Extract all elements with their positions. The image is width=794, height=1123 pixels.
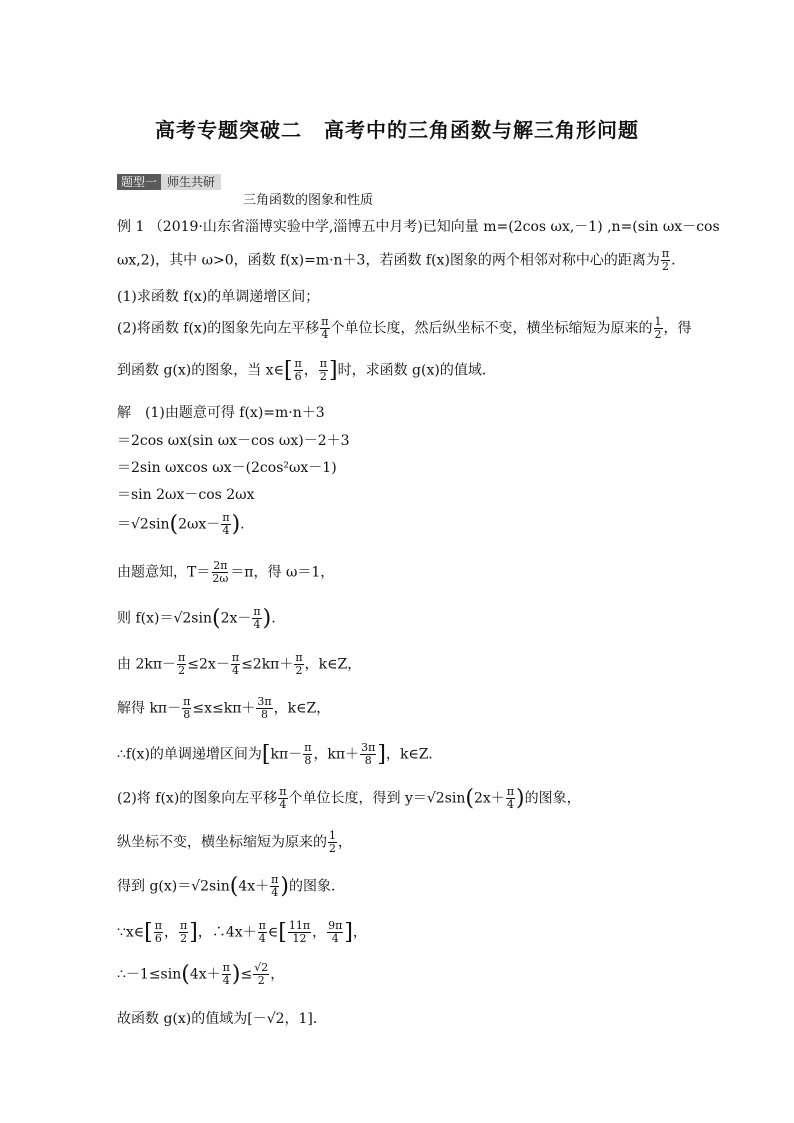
fraction — [506, 786, 515, 811]
text: ∈ — [267, 924, 279, 941]
text: ∵x∈ — [117, 924, 145, 941]
text: 的图象， — [524, 790, 581, 807]
denominator: 8 — [183, 708, 191, 721]
denominator: 8 — [304, 754, 312, 767]
fraction — [177, 652, 186, 677]
text: . — [671, 252, 676, 269]
solution-line-3: ＝2sin ωxcos ωx－(2cos²ωx－1) — [117, 460, 337, 476]
numerator: 9π — [328, 919, 343, 932]
text: 个单位长度，然后纵坐标不变，横坐标缩短为原来的 — [330, 320, 653, 337]
denominator: 4 — [506, 798, 514, 811]
text: ，k∈Z， — [273, 700, 331, 717]
solution-line-1: 解 (1)由题意可得 f(x)=m·n＋3 — [117, 405, 325, 421]
denominator: 4 — [331, 932, 339, 945]
text: ，∴4x＋ — [197, 924, 257, 941]
solution-line-10 — [117, 742, 433, 767]
text: 纵坐标不变，横坐标缩短为原来的 — [117, 834, 327, 851]
denominator: 12 — [292, 932, 307, 945]
text: ， — [270, 966, 285, 983]
denominator: 2 — [180, 932, 188, 945]
bracket: [ — [261, 742, 271, 767]
fraction — [319, 358, 328, 383]
paren: ) — [262, 606, 272, 631]
solution-line-11 — [117, 786, 581, 811]
numerator: 1 — [654, 315, 662, 328]
text: kπ－ — [270, 746, 303, 763]
text: 得到 g(x)＝√2sin — [117, 878, 230, 895]
text: ， — [312, 924, 327, 941]
fraction — [320, 316, 329, 341]
numerator: π — [321, 315, 329, 328]
text: (2)将函数 f(x)的图象先向左平移 — [117, 320, 320, 337]
numerator: π — [258, 919, 266, 932]
text: ，k∈Z. — [385, 746, 433, 763]
fraction — [154, 920, 163, 945]
numerator: π — [154, 919, 162, 932]
bracket: ] — [344, 920, 353, 945]
fraction — [327, 920, 343, 945]
text: ∴－1≤sin — [117, 966, 182, 983]
solution-line-7: 则 f(x)＝√2sin(2x－ $\frac{\pi}{4}$ ). — [117, 605, 276, 631]
fraction — [294, 358, 303, 383]
numerator: π — [294, 357, 302, 370]
text: 时，求函数 g(x)的值域． — [337, 362, 496, 379]
numerator: π — [180, 919, 188, 932]
fraction — [328, 830, 337, 855]
numerator: π — [231, 651, 240, 664]
bracket: [ — [283, 358, 293, 383]
fraction — [303, 742, 312, 767]
paren: ) — [231, 512, 241, 537]
denominator: 2 — [257, 974, 265, 987]
text: (2)将 f(x)的图象向左平移 — [117, 790, 278, 807]
text: ， — [338, 834, 352, 851]
fraction — [182, 696, 191, 721]
bracket: ] — [329, 358, 338, 383]
numerator: π — [178, 651, 186, 664]
fraction — [288, 920, 311, 945]
title-part2: 高考中的三角函数与解三角形问题 — [324, 118, 639, 142]
text: ≤ — [240, 966, 253, 983]
numerator: √2 — [254, 961, 269, 974]
section-subtitle: 三角函数的图象和性质 — [243, 193, 374, 208]
fraction — [222, 962, 231, 987]
question-type-tag — [117, 174, 221, 190]
numerator: π — [253, 605, 261, 618]
text: 2x－ — [220, 610, 252, 627]
text: 2x＋ — [474, 790, 505, 807]
numerator: π — [304, 741, 312, 754]
fraction — [253, 962, 269, 987]
solution-line-9 — [117, 696, 330, 721]
text: 由 2kπ－ — [117, 656, 177, 673]
numerator: 3π — [257, 695, 272, 708]
solution-line-15 — [117, 962, 284, 987]
denominator: 8 — [261, 708, 269, 721]
fraction — [231, 652, 240, 677]
paren: ( — [465, 786, 474, 811]
numerator: 2π — [213, 559, 228, 572]
fraction — [258, 920, 267, 945]
solution-line-2: ＝2cos ωx(sin ωx－cos ωx)－2＋3 — [117, 433, 350, 449]
denominator: 4 — [321, 328, 329, 341]
numerator: π — [279, 785, 287, 798]
text: 解得 kπ－ — [117, 700, 182, 717]
paren: ( — [181, 962, 190, 987]
bracket: [ — [144, 920, 153, 945]
numerator: 1 — [329, 829, 336, 842]
fraction — [221, 512, 230, 537]
bracket: ] — [189, 920, 198, 945]
numerator: π — [319, 357, 328, 370]
title-part1: 高考专题突破二 — [155, 118, 302, 142]
denominator: 2 — [295, 664, 303, 677]
paren: ) — [516, 786, 525, 811]
text: ≤x≤kπ＋ — [192, 700, 256, 717]
question-1: (1)求函数 f(x)的单调递增区间； — [117, 289, 320, 305]
solution-line-8 — [117, 652, 361, 677]
numerator: π — [183, 695, 191, 708]
text: ≤2kπ＋ — [241, 656, 294, 673]
fraction — [256, 696, 272, 721]
denominator: 2 — [654, 328, 662, 341]
denominator: 8 — [364, 754, 372, 767]
fraction — [270, 874, 279, 899]
paren: ( — [211, 606, 221, 631]
text: 由题意知，T＝ — [117, 564, 211, 581]
fraction — [294, 652, 303, 677]
page-title — [0, 114, 794, 143]
text: ， — [164, 924, 178, 941]
text: ，kπ＋ — [313, 746, 360, 763]
text: 个单位长度，得到 y＝√2sin — [288, 790, 466, 807]
fraction — [179, 920, 188, 945]
paren: ( — [229, 874, 239, 899]
text: ＝√2sin — [117, 516, 170, 533]
denominator: 4 — [271, 886, 279, 899]
paren: ) — [231, 962, 241, 987]
text: ∴f(x)的单调递增区间为 — [117, 746, 262, 763]
bracket: [ — [278, 920, 287, 945]
text: ωx,2)，其中 ω>0，函数 f(x)=m·n＋3，若函数 f(x)图象的两个相邻对称中心的距离为 — [117, 252, 660, 269]
text: 则 f(x)＝√2sin — [117, 610, 212, 627]
denominator: 4 — [222, 974, 230, 987]
question-2-line-1 — [117, 316, 692, 341]
denominator: 4 — [279, 798, 287, 811]
solution-line-13 — [117, 874, 345, 899]
text: ， — [352, 924, 367, 941]
fraction — [661, 248, 670, 273]
tag-type: 题型一 — [117, 174, 161, 190]
paren: ( — [169, 512, 179, 537]
numerator: π — [222, 511, 230, 524]
numerator: π — [222, 961, 230, 974]
text: 4x＋ — [238, 878, 270, 895]
denominator: 4 — [222, 524, 230, 537]
fraction — [278, 786, 287, 811]
text: ＝π，得 ω＝1， — [230, 564, 335, 581]
solution-line-4: ＝sin 2ωx－cos 2ωx — [117, 487, 255, 503]
solution-line-14 — [117, 920, 367, 945]
paren: ) — [280, 874, 289, 899]
denominator: 2 — [178, 664, 186, 677]
denominator: 6 — [294, 370, 302, 383]
text: ，得 — [663, 320, 692, 337]
solution-line-6 — [117, 560, 334, 585]
numerator: 11π — [288, 919, 311, 932]
bracket: ] — [377, 742, 386, 767]
text: ≤2x－ — [187, 656, 230, 673]
denominator: 2 — [329, 842, 336, 855]
numerator: 3π — [361, 741, 376, 754]
fraction — [211, 560, 229, 585]
solution-line-16: 故函数 g(x)的值域为[－√2，1]． — [117, 1011, 327, 1027]
text: 2ωx－ — [178, 516, 221, 533]
numerator: π — [295, 651, 303, 664]
text: 4x＋ — [189, 966, 221, 983]
solution-line-12 — [117, 830, 352, 855]
fraction — [654, 316, 663, 341]
numerator: π — [506, 785, 515, 798]
denominator: 4 — [258, 932, 266, 945]
denominator: 2 — [662, 260, 670, 273]
example-line-1: 例 1 （2019·山东省淄博实验中学,淄博五中月考)已知向量 m=(2cos ωx,－1) ,n=(sin ωx－cos — [117, 219, 720, 235]
denominator: 6 — [154, 932, 162, 945]
denominator: 4 — [253, 618, 261, 631]
question-2-line-2 — [117, 358, 496, 383]
tag-mode: 师生共研 — [161, 174, 221, 190]
denominator: 2 — [319, 370, 327, 383]
fraction — [252, 606, 261, 631]
example-line-2 — [117, 248, 676, 273]
numerator: π — [661, 247, 670, 260]
fraction — [360, 742, 376, 767]
text: ， — [303, 362, 318, 379]
text: ，k∈Z， — [304, 656, 362, 673]
text: 的图象． — [288, 878, 345, 895]
numerator: π — [271, 873, 279, 886]
text: 到函数 g(x)的图象，当 x∈ — [117, 362, 284, 379]
denominator: 4 — [231, 664, 239, 677]
solution-line-5: ＝√2sin(2ωx－ $\frac{\pi}{4}$ ). — [117, 511, 245, 537]
denominator: 2ω — [212, 572, 229, 585]
